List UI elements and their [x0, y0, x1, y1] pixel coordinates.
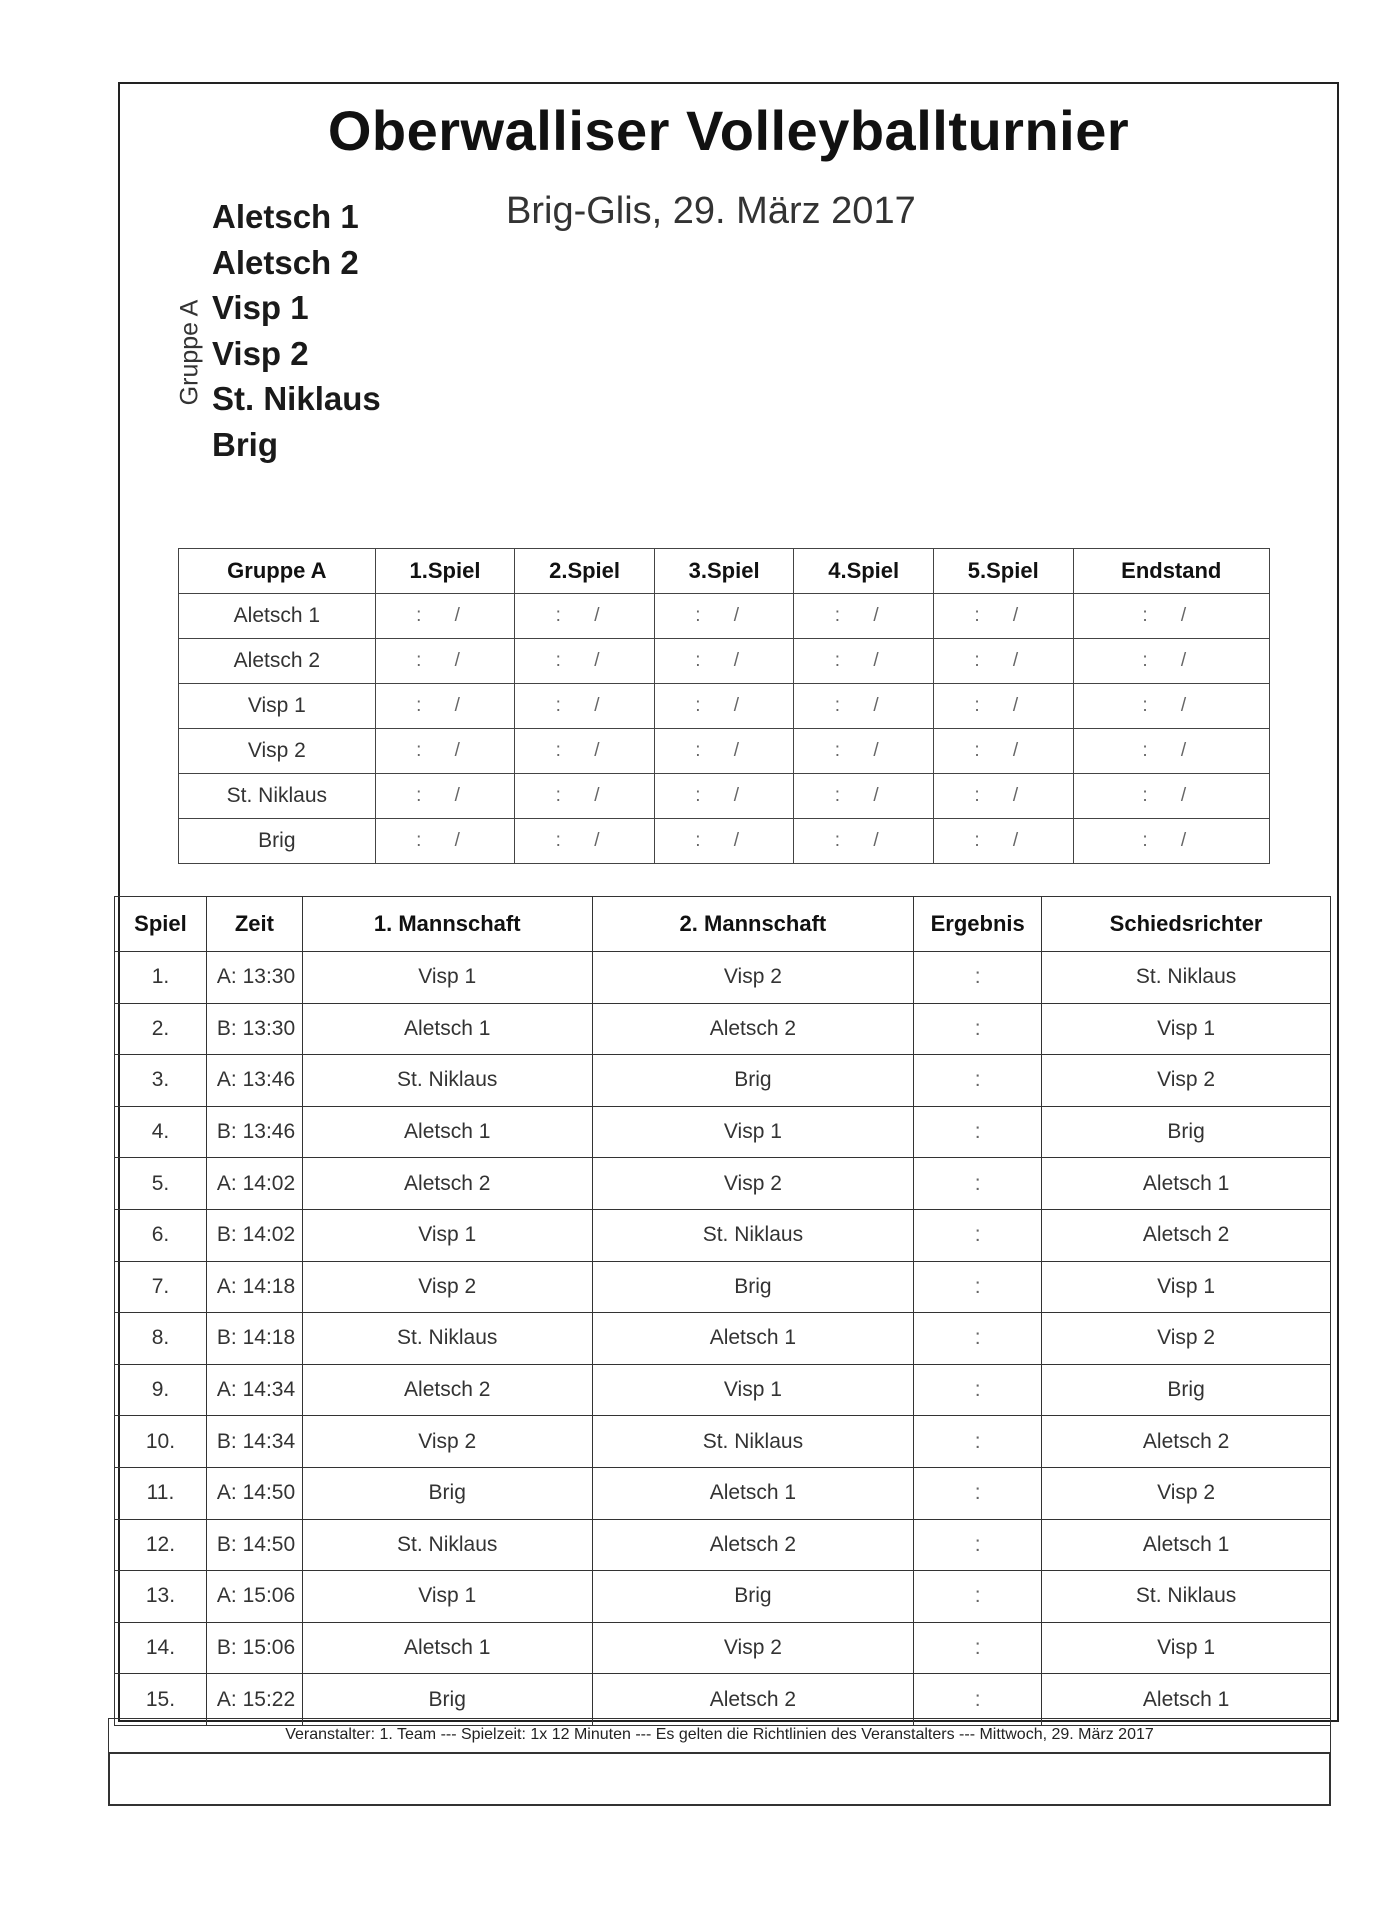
standings-row	[179, 594, 1270, 639]
standings-score-cell: : /	[1073, 684, 1269, 729]
standings-header-cell: 2.Spiel	[515, 549, 655, 594]
standings-team-cell: Visp 2	[179, 729, 376, 774]
standings-team-cell: Aletsch 1	[179, 594, 376, 639]
standings-score-cell: : /	[794, 594, 934, 639]
result-cell: :	[914, 1416, 1042, 1468]
result-cell: :	[914, 1571, 1042, 1623]
referee-cell: Aletsch 1	[1042, 1674, 1331, 1726]
standings-score-cell: : /	[794, 729, 934, 774]
game-number-cell: 15.	[115, 1674, 207, 1726]
referee-cell: Visp 1	[1042, 1261, 1331, 1313]
standings-score-cell: : /	[375, 819, 515, 864]
team2-cell: Brig	[592, 1261, 914, 1313]
game-number-cell: 8.	[115, 1313, 207, 1365]
standings-score-cell: : /	[654, 594, 794, 639]
team-list-item: Aletsch 1	[212, 198, 359, 235]
standings-score-cell: : /	[1073, 594, 1269, 639]
standings-header-cell: 5.Spiel	[933, 549, 1073, 594]
referee-cell: Visp 2	[1042, 1467, 1331, 1519]
standings-header-cell: Gruppe A	[179, 549, 376, 594]
game-number-cell: 3.	[115, 1055, 207, 1107]
team2-cell: Aletsch 2	[592, 1519, 914, 1571]
event-location-date: Brig-Glis, 29. März 2017	[506, 190, 916, 232]
standings-score-cell: : /	[515, 819, 655, 864]
team-list-item: St. Niklaus	[212, 380, 381, 417]
game-time-cell: B: 14:18	[206, 1313, 302, 1365]
team2-cell: Visp 1	[592, 1106, 914, 1158]
standings-row	[179, 684, 1270, 729]
game-time-cell: A: 14:02	[206, 1158, 302, 1210]
schedule-row	[115, 952, 1331, 1004]
team-list-item: Aletsch 2	[212, 243, 359, 281]
result-cell: :	[914, 1261, 1042, 1313]
game-number-cell: 14.	[115, 1622, 207, 1674]
referee-cell: Visp 2	[1042, 1313, 1331, 1365]
referee-cell: Aletsch 2	[1042, 1209, 1331, 1261]
group-label-vertical: Gruppe A	[175, 299, 204, 406]
team1-cell: Aletsch 1	[302, 1106, 592, 1158]
referee-cell: Brig	[1042, 1106, 1331, 1158]
game-number-cell: 5.	[115, 1158, 207, 1210]
standings-score-cell: : /	[794, 774, 934, 819]
schedule-row	[115, 1055, 1331, 1107]
result-cell: :	[914, 1622, 1042, 1674]
game-number-cell: 6.	[115, 1209, 207, 1261]
schedule-header-row	[115, 897, 1331, 952]
team2-cell: Brig	[592, 1055, 914, 1107]
standings-score-cell: : /	[654, 639, 794, 684]
standings-header-cell: Endstand	[1073, 549, 1269, 594]
game-time-cell: B: 14:02	[206, 1209, 302, 1261]
standings-score-cell: : /	[933, 819, 1073, 864]
game-time-cell: B: 13:46	[206, 1106, 302, 1158]
team2-cell: Visp 2	[592, 1158, 914, 1210]
result-cell: :	[914, 1364, 1042, 1416]
team2-cell: Visp 2	[592, 952, 914, 1004]
footer-empty-box	[108, 1752, 1331, 1806]
referee-cell: Aletsch 2	[1042, 1416, 1331, 1468]
standings-score-cell: : /	[515, 774, 655, 819]
standings-score-cell: : /	[933, 594, 1073, 639]
game-time-cell: A: 14:34	[206, 1364, 302, 1416]
schedule-header-cell: Zeit	[206, 897, 302, 952]
standings-score-cell: : /	[794, 684, 934, 729]
team2-cell: Brig	[592, 1571, 914, 1623]
game-number-cell: 1.	[115, 952, 207, 1004]
result-cell: :	[914, 1313, 1042, 1365]
game-number-cell: 2.	[115, 1003, 207, 1055]
team1-cell: Aletsch 1	[302, 1003, 592, 1055]
standings-score-cell: : /	[375, 774, 515, 819]
standings-row	[179, 729, 1270, 774]
team2-cell: St. Niklaus	[592, 1416, 914, 1468]
referee-cell: Brig	[1042, 1364, 1331, 1416]
team1-cell: St. Niklaus	[302, 1055, 592, 1107]
game-number-cell: 13.	[115, 1571, 207, 1623]
result-cell: :	[914, 1674, 1042, 1726]
team1-cell: Aletsch 2	[302, 1158, 592, 1210]
standings-score-cell: : /	[1073, 729, 1269, 774]
standings-team-cell: Brig	[179, 819, 376, 864]
team-list-item: Visp 2	[212, 334, 309, 372]
team2-cell: Aletsch 1	[592, 1467, 914, 1519]
team-list-item: Visp 1	[212, 289, 309, 326]
standings-team-cell: St. Niklaus	[179, 774, 376, 819]
standings-score-cell: : /	[654, 774, 794, 819]
schedule-row	[115, 1467, 1331, 1519]
schedule-row	[115, 1622, 1331, 1674]
schedule-header-cell: Spiel	[115, 897, 207, 952]
standings-header-cell: 1.Spiel	[375, 549, 515, 594]
schedule-row	[115, 1313, 1331, 1365]
referee-cell: Visp 1	[1042, 1003, 1331, 1055]
standings-score-cell: : /	[654, 729, 794, 774]
standings-row	[179, 819, 1270, 864]
game-time-cell: A: 14:50	[206, 1467, 302, 1519]
team2-cell: St. Niklaus	[592, 1209, 914, 1261]
game-time-cell: A: 13:46	[206, 1055, 302, 1107]
standings-row	[179, 774, 1270, 819]
result-cell: :	[914, 1209, 1042, 1261]
standings-score-cell: : /	[1073, 819, 1269, 864]
standings-row	[179, 639, 1270, 684]
footer-note: Veranstalter: 1. Team --- Spielzeit: 1x 12 Minuten --- Es gelten die Richtlinien des Veranstalters --- Mittwoch, 29. März 2017	[108, 1718, 1331, 1752]
standings-score-cell: : /	[654, 684, 794, 729]
team1-cell: Visp 1	[302, 952, 592, 1004]
team2-cell: Aletsch 2	[592, 1003, 914, 1055]
referee-cell: Visp 1	[1042, 1622, 1331, 1674]
schedule-row	[115, 1364, 1331, 1416]
game-time-cell: B: 13:30	[206, 1003, 302, 1055]
result-cell: :	[914, 1003, 1042, 1055]
team2-cell: Visp 2	[592, 1622, 914, 1674]
result-cell: :	[914, 1055, 1042, 1107]
game-time-cell: B: 14:50	[206, 1519, 302, 1571]
schedule-header-cell: Schiedsrichter	[1042, 897, 1331, 952]
team1-cell: St. Niklaus	[302, 1313, 592, 1365]
team1-cell: St. Niklaus	[302, 1519, 592, 1571]
page-title: Oberwalliser Volleyballturnier	[327, 99, 1130, 162]
schedule-row	[115, 1003, 1331, 1055]
standings-score-cell: : /	[1073, 639, 1269, 684]
schedule-row	[115, 1571, 1331, 1623]
standings-header-cell: 3.Spiel	[654, 549, 794, 594]
standings-score-cell: : /	[794, 819, 934, 864]
standings-team-cell: Visp 1	[179, 684, 376, 729]
standings-score-cell: : /	[1073, 774, 1269, 819]
team1-cell: Visp 1	[302, 1209, 592, 1261]
team2-cell: Aletsch 2	[592, 1674, 914, 1726]
referee-cell: St. Niklaus	[1042, 1571, 1331, 1623]
standings-team-cell: Aletsch 2	[179, 639, 376, 684]
standings-score-cell: : /	[375, 729, 515, 774]
referee-cell: Visp 2	[1042, 1055, 1331, 1107]
game-time-cell: A: 15:06	[206, 1571, 302, 1623]
game-number-cell: 12.	[115, 1519, 207, 1571]
game-number-cell: 7.	[115, 1261, 207, 1313]
game-time-cell: A: 13:30	[206, 952, 302, 1004]
result-cell: :	[914, 1158, 1042, 1210]
schedule-header-cell: 1. Mannschaft	[302, 897, 592, 952]
game-time-cell: A: 15:22	[206, 1674, 302, 1726]
standings-score-cell: : /	[515, 684, 655, 729]
game-number-cell: 11.	[115, 1467, 207, 1519]
team1-cell: Brig	[302, 1467, 592, 1519]
game-time-cell: A: 14:18	[206, 1261, 302, 1313]
result-cell: :	[914, 1519, 1042, 1571]
result-cell: :	[914, 1467, 1042, 1519]
referee-cell: Aletsch 1	[1042, 1519, 1331, 1571]
standings-header-row	[179, 549, 1270, 594]
game-number-cell: 4.	[115, 1106, 207, 1158]
team-list	[212, 194, 381, 467]
team2-cell: Visp 1	[592, 1364, 914, 1416]
team-list-item: Brig	[212, 425, 278, 463]
schedule-row	[115, 1416, 1331, 1468]
standings-score-cell: : /	[654, 819, 794, 864]
referee-cell: St. Niklaus	[1042, 952, 1331, 1004]
game-time-cell: B: 15:06	[206, 1622, 302, 1674]
schedule-row	[115, 1519, 1331, 1571]
standings-score-cell: : /	[794, 639, 934, 684]
standings-score-cell: : /	[375, 594, 515, 639]
standings-score-cell: : /	[933, 684, 1073, 729]
team1-cell: Visp 1	[302, 1571, 592, 1623]
standings-score-cell: : /	[933, 774, 1073, 819]
team1-cell: Visp 2	[302, 1416, 592, 1468]
standings-score-cell: : /	[933, 729, 1073, 774]
team1-cell: Aletsch 2	[302, 1364, 592, 1416]
result-cell: :	[914, 952, 1042, 1004]
standings-score-cell: : /	[515, 729, 655, 774]
team1-cell: Aletsch 1	[302, 1622, 592, 1674]
game-number-cell: 10.	[115, 1416, 207, 1468]
standings-table	[178, 548, 1270, 864]
result-cell: :	[914, 1106, 1042, 1158]
team1-cell: Visp 2	[302, 1261, 592, 1313]
schedule-row	[115, 1209, 1331, 1261]
referee-cell: Aletsch 1	[1042, 1158, 1331, 1210]
schedule-row	[115, 1158, 1331, 1210]
schedule-header-cell: 2. Mannschaft	[592, 897, 914, 952]
standings-header-cell: 4.Spiel	[794, 549, 934, 594]
schedule-header-cell: Ergebnis	[914, 897, 1042, 952]
team1-cell: Brig	[302, 1674, 592, 1726]
schedule-row	[115, 1106, 1331, 1158]
standings-score-cell: : /	[515, 594, 655, 639]
schedule-row	[115, 1261, 1331, 1313]
game-number-cell: 9.	[115, 1364, 207, 1416]
standings-score-cell: : /	[375, 684, 515, 729]
schedule-table	[114, 896, 1331, 1726]
team2-cell: Aletsch 1	[592, 1313, 914, 1365]
standings-score-cell: : /	[375, 639, 515, 684]
game-time-cell: B: 14:34	[206, 1416, 302, 1468]
standings-score-cell: : /	[933, 639, 1073, 684]
standings-score-cell: : /	[515, 639, 655, 684]
